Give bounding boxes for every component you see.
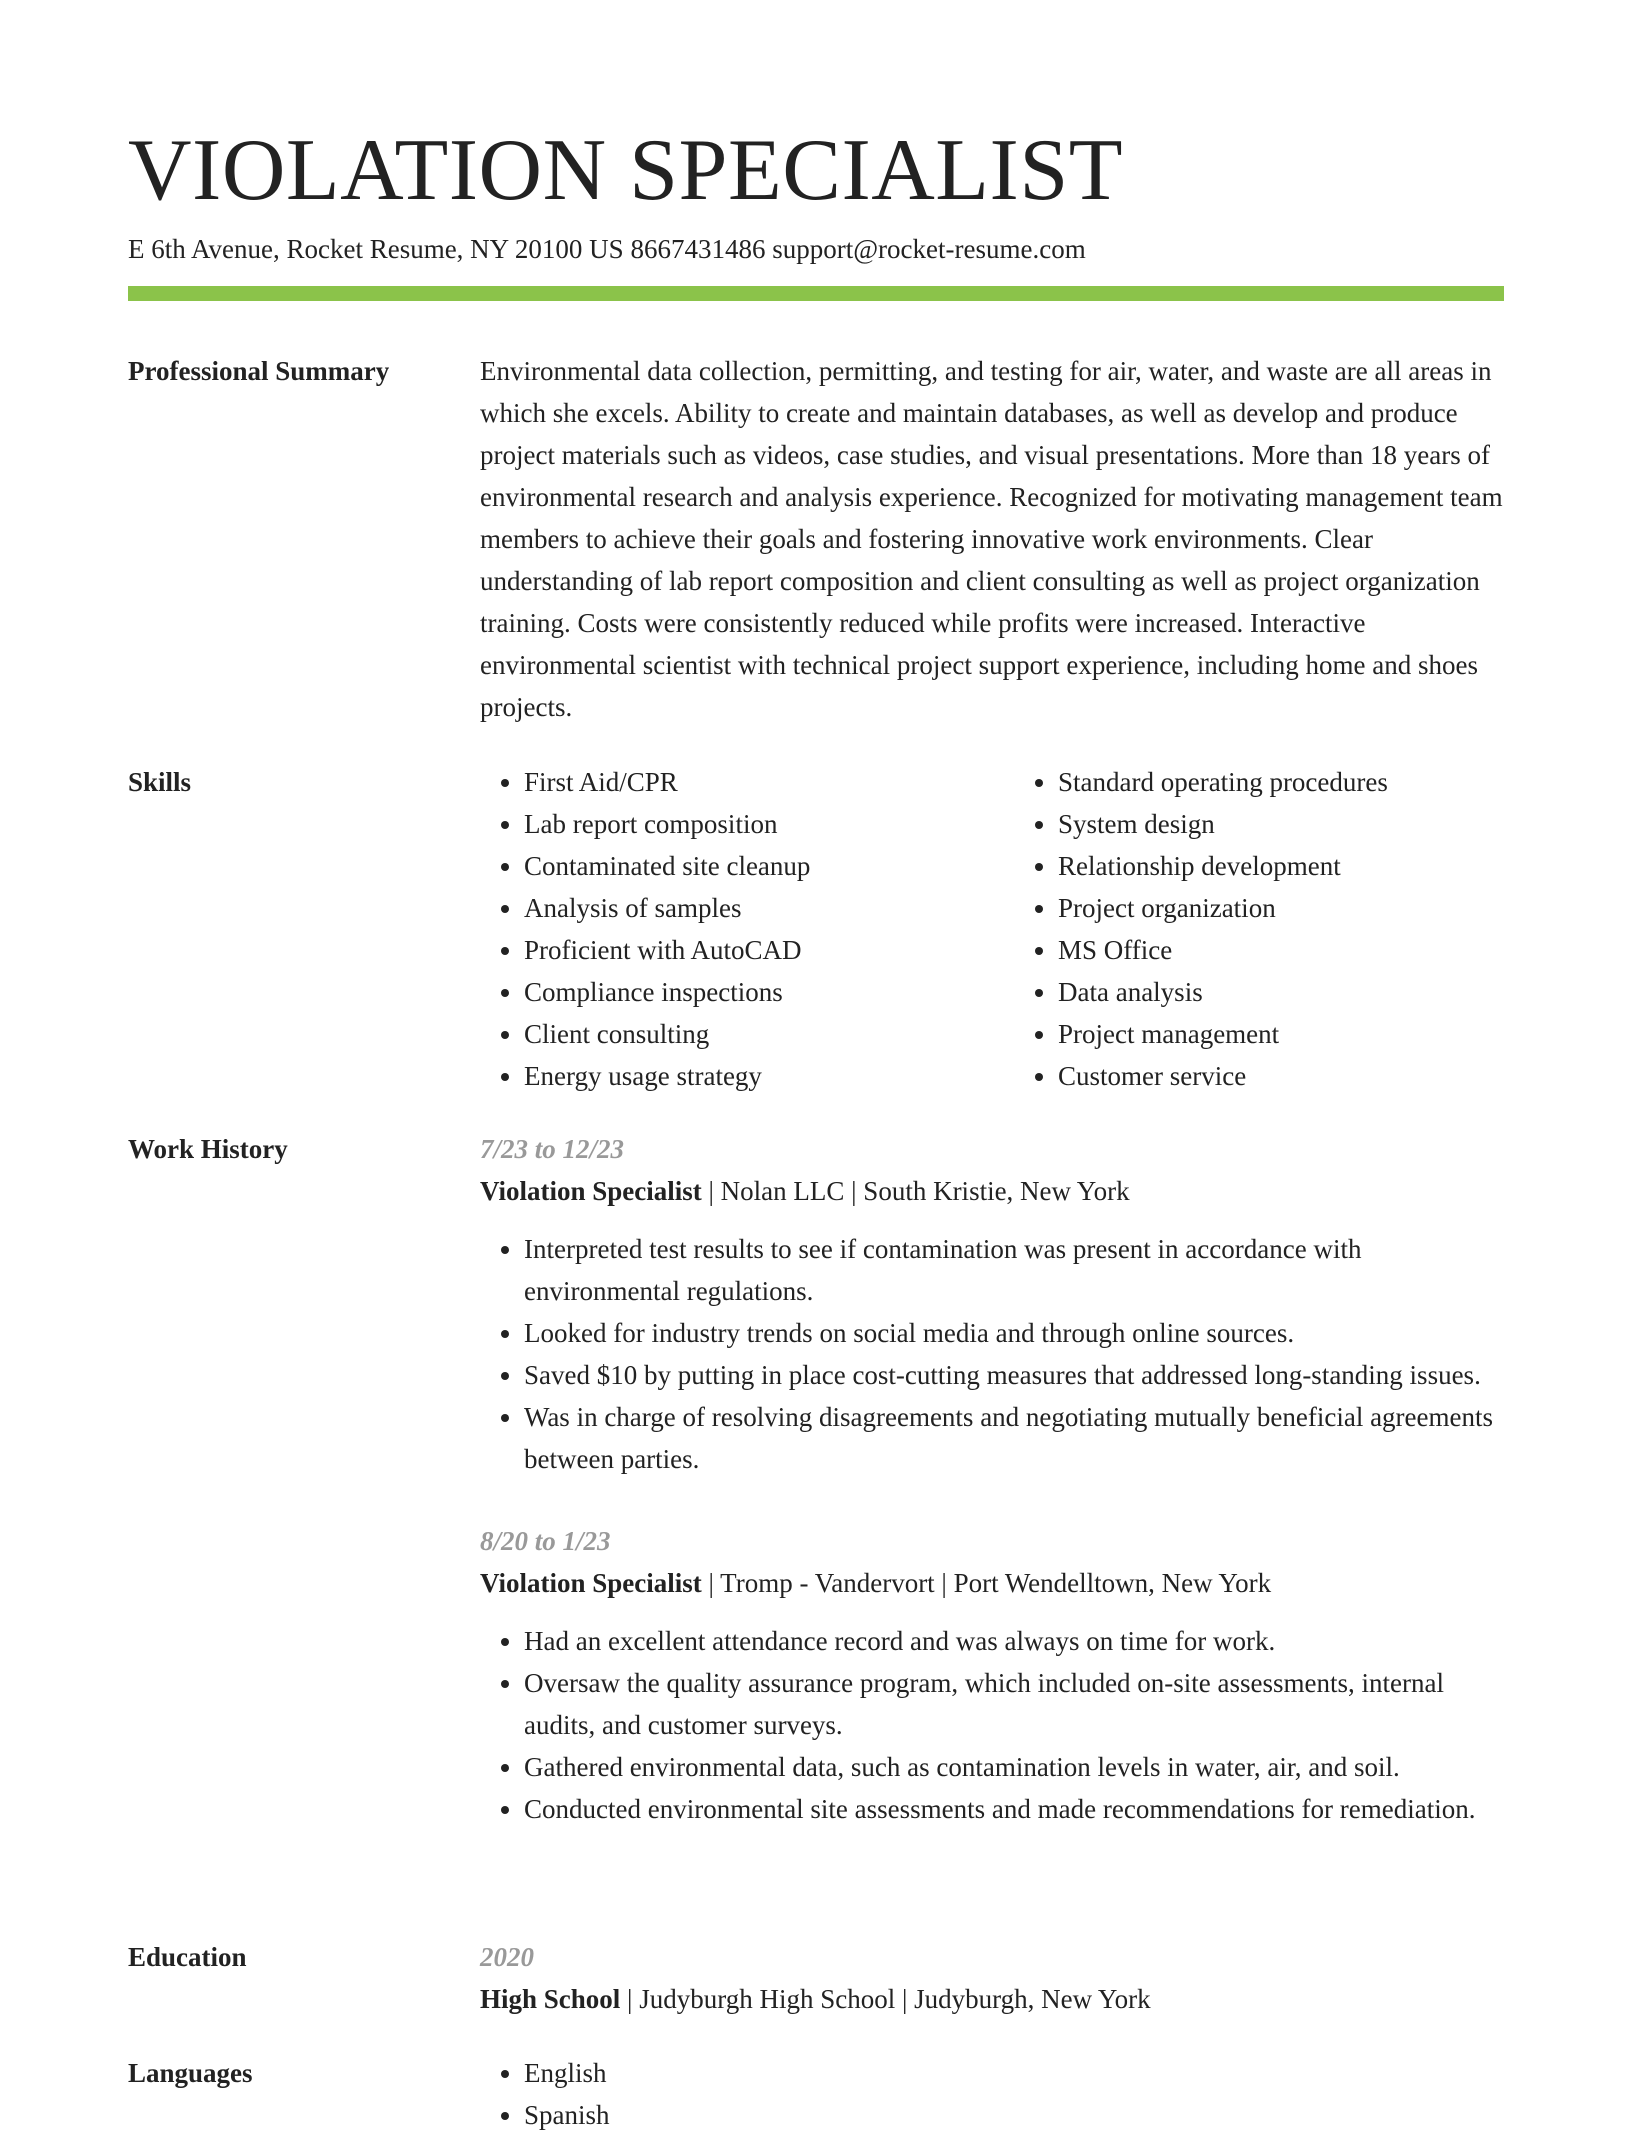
- job-bullet: • Conducted environmental site assessments and made recommendations for remediation.: [524, 1788, 1504, 1830]
- skill-item: • First Aid/CPR: [524, 761, 970, 803]
- skill-item: • Proficient with AutoCAD: [524, 929, 970, 971]
- job-dates: 7/23 to 12/23: [480, 1134, 625, 1164]
- education-details: | Judyburgh High School | Judyburgh, New York: [620, 1984, 1151, 2014]
- skills-list-left: [480, 761, 970, 1097]
- skill-item: • Data analysis: [1058, 971, 1504, 1013]
- education-heading: [480, 1978, 1504, 2020]
- education-degree: High School: [480, 1984, 621, 2014]
- job-title: Violation Specialist: [480, 1176, 702, 1206]
- job-title: Violation Specialist: [480, 1568, 702, 1598]
- job-details: | Tromp - Vandervort | Port Wendelltown, New York: [701, 1568, 1272, 1598]
- contact-line: E 6th Avenue, Rocket Resume, NY 20100 US 8667431486 support@rocket-resume.com: [128, 234, 1086, 264]
- job-entry: [480, 1128, 1504, 1480]
- skill-item: • Energy usage strategy: [524, 1055, 970, 1097]
- language-item: • Spanish: [524, 2094, 1504, 2136]
- education-label: Education: [128, 1942, 247, 1972]
- job-bullets: [480, 1620, 1504, 1830]
- summary-label: Professional Summary: [128, 356, 390, 386]
- job-bullet: • Looked for industry trends on social media and through online sources.: [524, 1312, 1504, 1354]
- resume-title: VIOLATION SPECIALIST: [128, 122, 1124, 219]
- skill-item: • Contaminated site cleanup: [524, 845, 970, 887]
- skill-item: • Lab report composition: [524, 803, 970, 845]
- job-bullet: • Oversaw the quality assurance program, which included on-site assessments, internal audits, and customer surveys.: [524, 1662, 1504, 1746]
- skills-body: [480, 761, 1504, 1097]
- skill-item: • Relationship development: [1058, 845, 1504, 887]
- job-heading: [480, 1562, 1504, 1604]
- skills-list-right: [1014, 761, 1504, 1097]
- job-bullet: • Gathered environmental data, such as contamination levels in water, air, and soil.: [524, 1746, 1504, 1788]
- job-heading: [480, 1170, 1504, 1212]
- header-divider: [128, 286, 1504, 301]
- job-entry: [480, 1520, 1504, 1830]
- education-body: [480, 1936, 1504, 2020]
- language-item: • English: [524, 2052, 1504, 2094]
- skill-item: • Standard operating procedures: [1058, 761, 1504, 803]
- work-body: [480, 1128, 1504, 1830]
- languages-label: Languages: [128, 2058, 253, 2088]
- job-bullet: • Saved $10 by putting in place cost-cutting measures that addressed long-standing issues.: [524, 1354, 1504, 1396]
- skill-item: • Compliance inspections: [524, 971, 970, 1013]
- job-bullets: [480, 1228, 1504, 1480]
- summary-body: [480, 350, 1504, 728]
- skill-item: • Customer service: [1058, 1055, 1504, 1097]
- job-bullet: • Interpreted test results to see if contamination was present in accordance with environmental regulations.: [524, 1228, 1504, 1312]
- job-bullet: • Was in charge of resolving disagreements and negotiating mutually beneficial agreements between parties.: [524, 1396, 1504, 1480]
- skill-item: • Client consulting: [524, 1013, 970, 1055]
- work-label: Work History: [128, 1134, 288, 1164]
- languages-body: [480, 2052, 1504, 2136]
- education-year: 2020: [480, 1942, 534, 1972]
- skill-item: • Project organization: [1058, 887, 1504, 929]
- skill-item: • Analysis of samples: [524, 887, 970, 929]
- skill-item: • Project management: [1058, 1013, 1504, 1055]
- skill-item: • MS Office: [1058, 929, 1504, 971]
- skill-item: • System design: [1058, 803, 1504, 845]
- job-bullet: • Had an excellent attendance record and was always on time for work.: [524, 1620, 1504, 1662]
- summary-text: Environmental data collection, permitting, and testing for air, water, and waste are all areas in which she excels. Ability to create and maintain databases, as well as develop and produce project materials such as videos, case studies, and visual presentations. More than 18 years of environmental research and analysis experience. Recognized for motivating management team members to achieve their goals and fostering innovative work environments. Clear understanding of lab report composition and client consulting as well as project organization training. Costs were consistently reduced while profits were increased. Interactive environmental scientist with technical project support experience, including home and shoes projects.: [480, 356, 1503, 722]
- job-dates: 8/20 to 1/23: [480, 1526, 611, 1556]
- job-details: | Nolan LLC | South Kristie, New York: [701, 1176, 1130, 1206]
- skills-label: Skills: [128, 767, 192, 797]
- languages-list: [480, 2052, 1504, 2136]
